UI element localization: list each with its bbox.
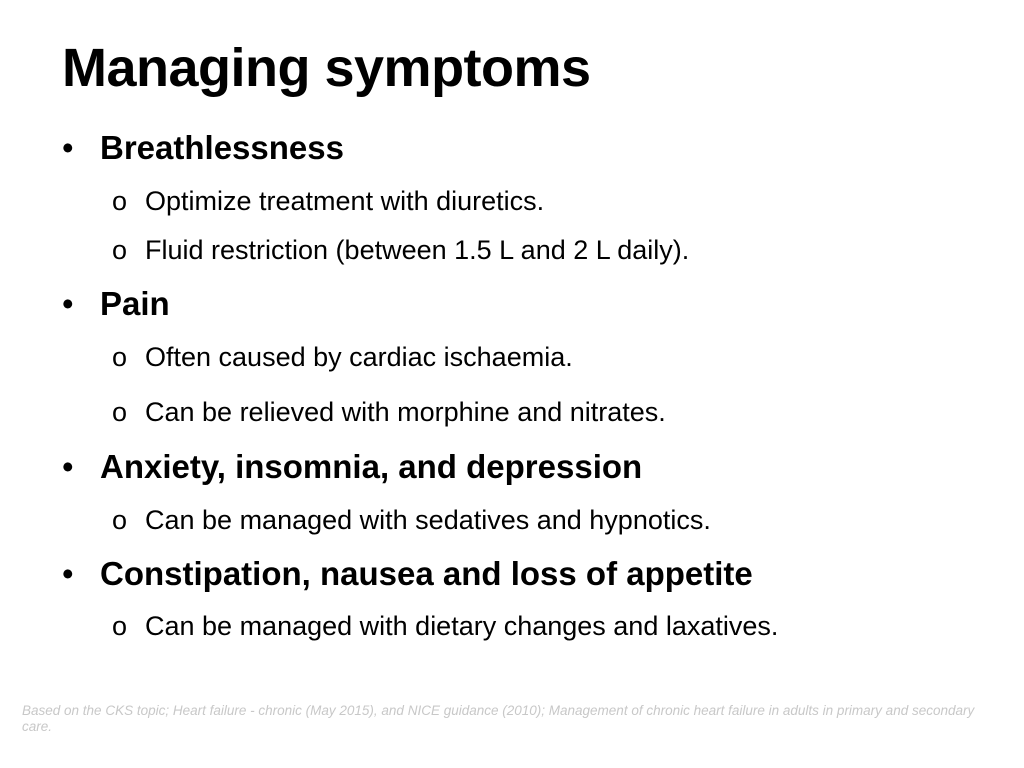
sub-bullet: [112, 503, 711, 537]
sub-bullet-text: Fluid restriction (between 1.5 L and 2 L daily).: [145, 235, 690, 265]
bullet-icon: •: [62, 555, 74, 592]
sub-bullet-text: Can be managed with sedatives and hypnotics.: [145, 505, 711, 535]
sub-bullet-icon: o: [112, 397, 128, 427]
sub-bullet-text: Optimize treatment with diuretics.: [145, 186, 545, 216]
bullet-heading: Pain: [100, 285, 170, 322]
bullet-icon: •: [62, 285, 74, 322]
sub-bullet-icon: o: [112, 611, 128, 641]
bullet-breathlessness: [62, 128, 344, 168]
slide-title: Managing symptoms: [62, 38, 591, 98]
sub-bullet-icon: o: [112, 186, 128, 216]
sub-bullet: [112, 395, 666, 429]
sub-bullet: [112, 340, 573, 374]
sub-bullet: [112, 233, 689, 267]
sub-bullet-icon: o: [112, 505, 128, 535]
sub-bullet-text: Often caused by cardiac ischaemia.: [145, 342, 573, 372]
sub-bullet-text: Can be relieved with morphine and nitrates.: [145, 397, 666, 427]
bullet-icon: •: [62, 448, 74, 485]
bullet-icon: •: [62, 129, 74, 166]
bullet-constipation: [62, 554, 753, 594]
bullet-heading: Breathlessness: [100, 129, 344, 166]
sub-bullet-icon: o: [112, 342, 128, 372]
sub-bullet: [112, 609, 778, 643]
bullet-anxiety: [62, 447, 642, 487]
source-footnote: Based on the CKS topic; Heart failure - chronic (May 2015), and NICE guidance (2010); Management of chronic heart failure in adults in primary and secondary care.: [22, 703, 975, 734]
sub-bullet-icon: o: [112, 235, 128, 265]
bullet-heading: Anxiety, insomnia, and depression: [100, 448, 643, 485]
bullet-heading: Constipation, nausea and loss of appetite: [100, 555, 753, 592]
sub-bullet-text: Can be managed with dietary changes and laxatives.: [145, 611, 779, 641]
bullet-pain: [62, 284, 170, 324]
sub-bullet: [112, 184, 544, 218]
